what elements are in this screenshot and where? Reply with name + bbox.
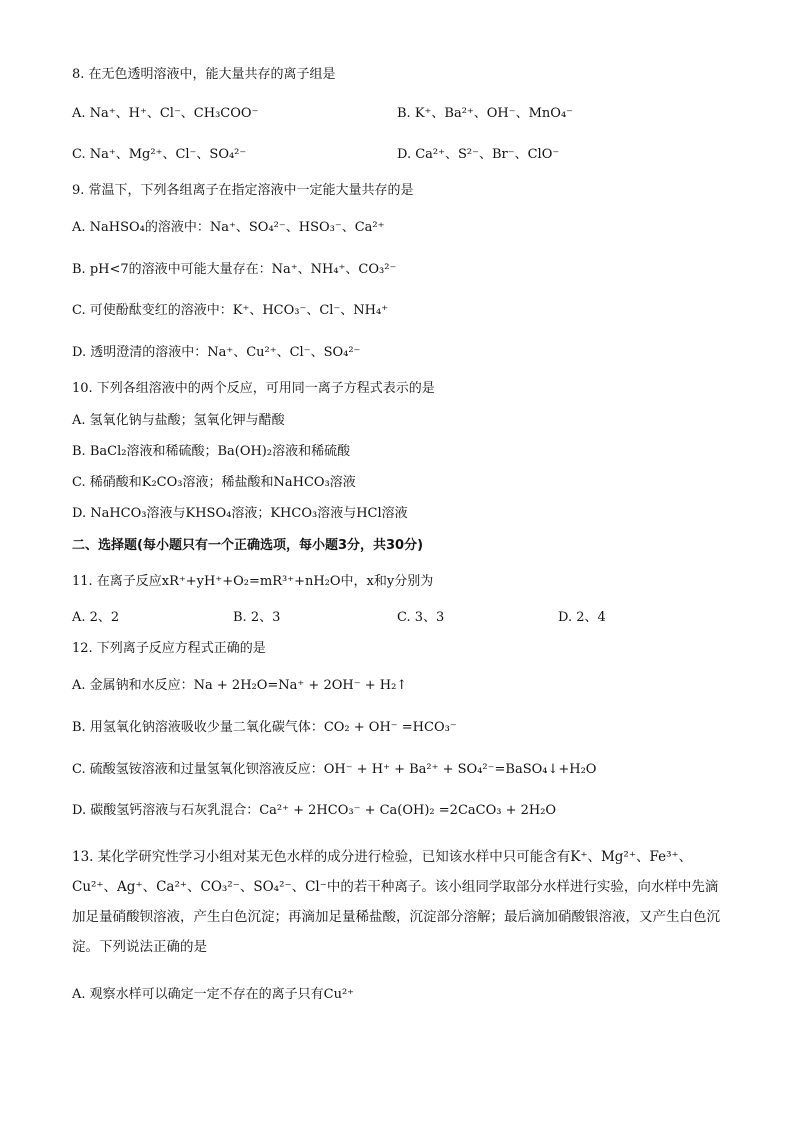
q11-option-d: D. 2、4 <box>558 610 606 625</box>
q10-option-a: A. 氢氧化钠与盐酸；氢氧化钾与醋酸 <box>72 413 285 428</box>
q10-option-b: B. BaCl₂溶液和稀硫酸；Ba(OH)₂溶液和稀硫酸 <box>72 444 351 459</box>
q11-stem: 11. 在离子反应xR⁺+yH⁺+O₂=mR³⁺+nH₂O中，x和y分别为 <box>72 574 434 589</box>
q9-option-a: A. NaHSO₄的溶液中：Na⁺、SO₄²⁻、HSO₃⁻、Ca²⁺ <box>72 220 385 235</box>
q8-stem: 8. 在无色透明溶液中，能大量共存的离子组是 <box>72 67 336 82</box>
q13-stem: 13. 某化学研究性学习小组对某无色水样的成分进行检验，已知该水样中只可能含有K⁺、Mg²⁺、Fe³⁺、Cu²⁺、Ag⁺、Ca²⁺、CO₃²⁻、SO₄²⁻、Cl⁻中的若干种离子。该小组同学取部分水样进行实验，向水样中先滴加足量硝酸钡溶液，产生白色沉淀；再滴加足量稀盐酸，沉淀部分溶解；最后滴加硝酸银溶液，又产生白色沉淀。下列说法正确的是 <box>72 849 720 955</box>
q12-stem: 12. 下列离子反应方程式正确的是 <box>72 641 266 656</box>
q9-stem: 9. 常温下，下列各组离子在指定溶液中一定能大量共存的是 <box>72 183 414 198</box>
q13-option-a: A. 观察水样可以确定一定不存在的离子只有Cu²⁺ <box>72 987 355 1002</box>
q11-option-a: A. 2、2 <box>72 610 120 625</box>
q12-option-a: A. 金属钠和水反应：Na + 2H₂O=Na⁺ + 2OH⁻ + H₂↑ <box>72 678 408 693</box>
q12-option-c: C. 硫酸氢铵溶液和过量氢氧化钡溶液反应：OH⁻ + H⁺ + Ba²⁺ + SO₄²⁻=BaSO₄↓+H₂O <box>72 762 597 777</box>
q10-stem: 10. 下列各组溶液中的两个反应，可用同一离子方程式表示的是 <box>72 381 435 396</box>
q10-option-d: D. NaHCO₃溶液与KHSO₄溶液；KHCO₃溶液与HCl溶液 <box>72 506 408 521</box>
q9-option-b: B. pH<7的溶液中可能大量存在：Na⁺、NH₄⁺、CO₃²⁻ <box>72 262 397 277</box>
q9-option-c: C. 可使酚酞变红的溶液中：K⁺、HCO₃⁻、Cl⁻、NH₄⁺ <box>72 303 389 318</box>
q8-option-d: D. Ca²⁺、S²⁻、Br⁻、ClO⁻ <box>397 147 560 162</box>
q11-option-b: B. 2、3 <box>233 610 281 625</box>
q12-option-b: B. 用氢氧化钠溶液吸收少量二氧化碳气体：CO₂ + OH⁻ =HCO₃⁻ <box>72 720 457 735</box>
q8-option-b: B. K⁺、Ba²⁺、OH⁻、MnO₄⁻ <box>397 106 574 121</box>
q8-option-c: C. Na⁺、Mg²⁺、Cl⁻、SO₄²⁻ <box>72 147 247 162</box>
q11-option-c: C. 3、3 <box>397 610 445 625</box>
q9-option-d: D. 透明澄清的溶液中：Na⁺、Cu²⁺、Cl⁻、SO₄²⁻ <box>72 345 361 360</box>
q12-option-d: D. 碳酸氢钙溶液与石灰乳混合：Ca²⁺ + 2HCO₃⁻ + Ca(OH)₂ =2CaCO₃ + 2H₂O <box>72 803 557 818</box>
q10-option-c: C. 稀硝酸和K₂CO₃溶液；稀盐酸和NaHCO₃溶液 <box>72 475 356 490</box>
q8-option-a: A. Na⁺、H⁺、Cl⁻、CH₃COO⁻ <box>72 106 259 121</box>
section-2-heading: 二、选择题(每小题只有一个正确选项，每小题3分，共30分) <box>72 538 424 553</box>
